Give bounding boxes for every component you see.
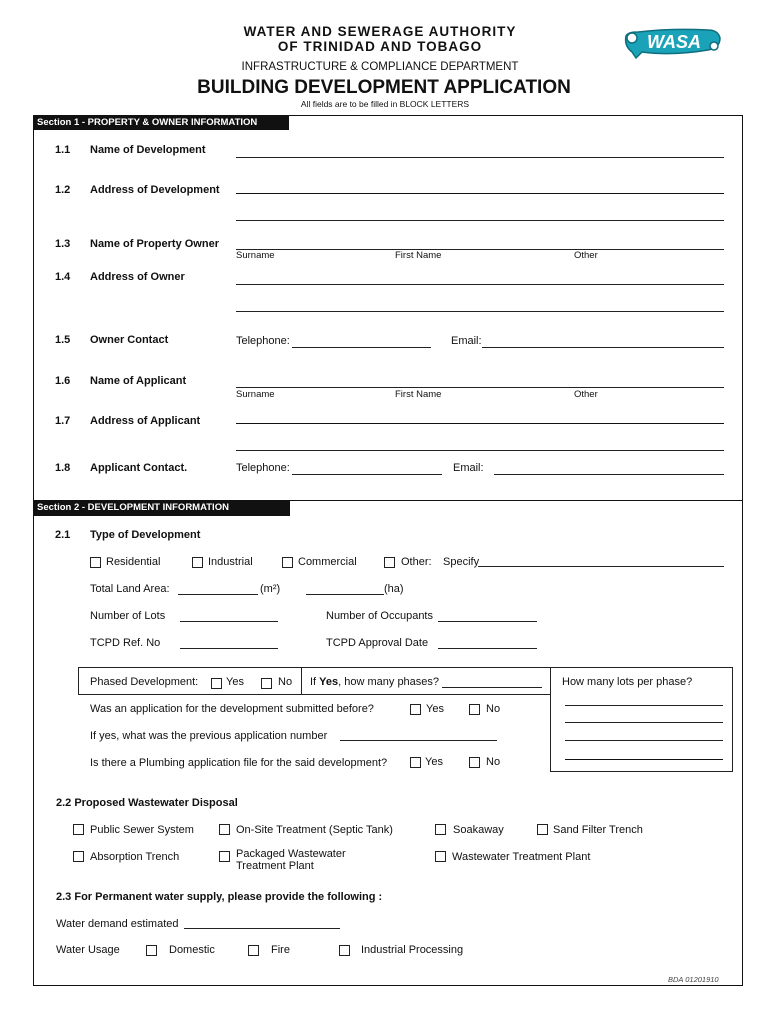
other-checkbox[interactable] bbox=[384, 557, 395, 568]
development-name-field[interactable] bbox=[236, 157, 724, 158]
lots-per-phase-label: How many lots per phase? bbox=[562, 676, 693, 688]
prev-application-no-label: No bbox=[486, 703, 501, 715]
row-number: 1.1 bbox=[55, 144, 71, 156]
phased-box-divider bbox=[301, 667, 302, 695]
label-name-of-development: Name of Development bbox=[90, 144, 206, 156]
specify-field[interactable] bbox=[478, 566, 724, 567]
water-usage-label: Water Usage bbox=[56, 944, 120, 956]
soakaway-label: Soakaway bbox=[453, 824, 504, 836]
absorption-trench-checkbox[interactable] bbox=[73, 851, 84, 862]
phased-no-label: No bbox=[278, 676, 293, 688]
plumbing-question: Is there a Plumbing application file for the said development? bbox=[90, 757, 388, 769]
owner-address-field-2[interactable] bbox=[236, 311, 724, 312]
industrial-label: Industrial bbox=[208, 556, 253, 568]
phased-development-label: Phased Development: bbox=[90, 676, 199, 688]
authority-name-line1: WATER AND SEWERAGE AUTHORITY bbox=[243, 24, 517, 39]
how-many-phases-label: If Yes, how many phases? bbox=[310, 676, 440, 688]
plumbing-no-label: No bbox=[486, 756, 501, 768]
number-of-lots-field[interactable] bbox=[180, 621, 278, 622]
row-number: 1.7 bbox=[55, 415, 71, 427]
section2-header: Section 2 - DEVELOPMENT INFORMATION bbox=[33, 501, 290, 516]
phased-yes-checkbox[interactable] bbox=[211, 678, 222, 689]
row-number: 1.3 bbox=[55, 238, 71, 250]
plumbing-yes-label: Yes bbox=[425, 756, 443, 768]
wastewater-plant-checkbox[interactable] bbox=[435, 851, 446, 862]
domestic-label: Domestic bbox=[169, 944, 215, 956]
tcpd-ref-label: TCPD Ref. No bbox=[90, 637, 161, 649]
applicant-email-field[interactable] bbox=[494, 474, 724, 475]
public-sewer-label: Public Sewer System bbox=[90, 824, 194, 836]
development-address-field-1[interactable] bbox=[236, 193, 724, 194]
applicant-telephone-label: Telephone: bbox=[236, 462, 290, 474]
septic-tank-checkbox[interactable] bbox=[219, 824, 230, 835]
row-number: 1.8 bbox=[55, 462, 71, 474]
number-of-occupants-label: Number of Occupants bbox=[326, 610, 433, 622]
department-name: INFRASTRUCTURE & COMPLIANCE DEPARTMENT bbox=[241, 61, 519, 73]
owner-telephone-label: Telephone: bbox=[236, 335, 290, 347]
applicant-firstname-caption: First Name bbox=[395, 389, 442, 400]
row-number: 2.1 bbox=[55, 529, 71, 541]
wastewater-title: 2.2 Proposed Wastewater Disposal bbox=[56, 797, 238, 809]
public-sewer-checkbox[interactable] bbox=[73, 824, 84, 835]
row-number: 1.5 bbox=[55, 334, 71, 346]
development-address-field-2[interactable] bbox=[236, 220, 724, 221]
domestic-checkbox[interactable] bbox=[146, 945, 157, 956]
water-demand-field[interactable] bbox=[184, 928, 340, 929]
owner-telephone-field[interactable] bbox=[292, 347, 431, 348]
applicant-name-field[interactable] bbox=[236, 387, 724, 388]
label-address-of-development: Address of Development bbox=[90, 184, 220, 196]
industrial-checkbox[interactable] bbox=[192, 557, 203, 568]
wasa-logo bbox=[622, 26, 724, 66]
label-owner-contact: Owner Contact bbox=[90, 334, 169, 346]
fire-checkbox[interactable] bbox=[248, 945, 259, 956]
commercial-checkbox[interactable] bbox=[282, 557, 293, 568]
applicant-address-field-2[interactable] bbox=[236, 450, 724, 451]
applicant-surname-caption: Surname bbox=[236, 389, 275, 400]
number-of-lots-label: Number of Lots bbox=[90, 610, 166, 622]
how-many-phases-field[interactable] bbox=[442, 687, 542, 688]
form-code: BDA 01201910 bbox=[668, 975, 719, 984]
owner-address-field-1[interactable] bbox=[236, 284, 724, 285]
industrial-processing-label: Industrial Processing bbox=[361, 944, 464, 956]
applicant-telephone-field[interactable] bbox=[292, 474, 442, 475]
prev-application-yes-label: Yes bbox=[426, 703, 444, 715]
tcpd-approval-label: TCPD Approval Date bbox=[326, 637, 429, 649]
prev-application-number-label: If yes, what was the previous application number bbox=[90, 730, 328, 742]
logo-text: WASA bbox=[647, 32, 701, 52]
plumbing-yes-checkbox[interactable] bbox=[410, 757, 421, 768]
prev-application-question: Was an application for the development submitted before? bbox=[90, 703, 374, 715]
form-subtitle: All fields are to be filled in BLOCK LETTERS bbox=[300, 99, 470, 109]
label-applicant-contact: Applicant Contact. bbox=[90, 462, 188, 474]
sand-filter-label: Sand Filter Trench bbox=[553, 824, 643, 836]
owner-other-caption: Other bbox=[574, 250, 598, 261]
row-number: 1.4 bbox=[55, 271, 71, 283]
commercial-label: Commercial bbox=[298, 556, 357, 568]
label-address-of-owner: Address of Owner bbox=[90, 271, 185, 283]
lots-per-phase-field-2[interactable] bbox=[565, 722, 723, 723]
phased-no-checkbox[interactable] bbox=[261, 678, 272, 689]
unit-m2: (m²) bbox=[260, 583, 281, 595]
land-area-ha-field[interactable] bbox=[306, 594, 384, 595]
tcpd-approval-field[interactable] bbox=[438, 648, 537, 649]
row-number: 1.6 bbox=[55, 375, 71, 387]
absorption-trench-label: Absorption Trench bbox=[90, 851, 180, 863]
prev-application-no-checkbox[interactable] bbox=[469, 704, 480, 715]
row-number: 1.2 bbox=[55, 184, 71, 196]
lots-per-phase-field-4[interactable] bbox=[565, 759, 723, 760]
wastewater-plant-label: Wastewater Treatment Plant bbox=[452, 851, 591, 863]
applicant-email-label: Email: bbox=[453, 462, 484, 474]
tcpd-ref-field[interactable] bbox=[180, 648, 278, 649]
total-land-area-label: Total Land Area: bbox=[90, 583, 170, 595]
section1-header: Section 1 - PROPERTY & OWNER INFORMATION bbox=[33, 116, 289, 130]
lots-per-phase-field-3[interactable] bbox=[565, 740, 723, 741]
prev-application-number-field[interactable] bbox=[340, 740, 497, 741]
soakaway-checkbox[interactable] bbox=[435, 824, 446, 835]
specify-label: Specify bbox=[443, 556, 480, 568]
label-address-of-applicant: Address of Applicant bbox=[90, 415, 201, 427]
owner-surname-caption: Surname bbox=[236, 250, 275, 261]
form-title: BUILDING DEVELOPMENT APPLICATION bbox=[197, 77, 571, 98]
land-area-m2-field[interactable] bbox=[178, 594, 258, 595]
phased-yes-label: Yes bbox=[226, 676, 244, 688]
packaged-wastewater-label: Packaged Wastewater Treatment Plant bbox=[236, 848, 346, 872]
other-label: Other: bbox=[401, 556, 432, 568]
owner-name-field[interactable] bbox=[236, 249, 724, 250]
plumbing-no-checkbox[interactable] bbox=[469, 757, 480, 768]
water-demand-label: Water demand estimated bbox=[56, 918, 179, 930]
owner-firstname-caption: First Name bbox=[395, 250, 442, 261]
residential-label: Residential bbox=[106, 556, 161, 568]
number-of-occupants-field[interactable] bbox=[438, 621, 537, 622]
lots-per-phase-field-1[interactable] bbox=[565, 705, 723, 706]
sand-filter-checkbox[interactable] bbox=[537, 824, 548, 835]
residential-checkbox[interactable] bbox=[90, 557, 101, 568]
authority-name-line2: OF TRINIDAD AND TOBAGO bbox=[277, 39, 483, 54]
packaged-wastewater-checkbox[interactable] bbox=[219, 851, 230, 862]
prev-application-yes-checkbox[interactable] bbox=[410, 704, 421, 715]
label-name-of-applicant: Name of Applicant bbox=[90, 375, 187, 387]
label-type-of-development: Type of Development bbox=[90, 529, 201, 541]
unit-ha: (ha) bbox=[384, 583, 404, 595]
owner-email-field[interactable] bbox=[482, 347, 724, 348]
septic-tank-label: On-Site Treatment (Septic Tank) bbox=[236, 824, 393, 836]
applicant-address-field-1[interactable] bbox=[236, 423, 724, 424]
fire-label: Fire bbox=[271, 944, 290, 956]
owner-email-label: Email: bbox=[451, 335, 482, 347]
applicant-other-caption: Other bbox=[574, 389, 598, 400]
industrial-processing-checkbox[interactable] bbox=[339, 945, 350, 956]
label-name-of-property-owner: Name of Property Owner bbox=[90, 238, 219, 250]
water-supply-title: 2.3 For Permanent water supply, please provide the following : bbox=[56, 891, 383, 903]
